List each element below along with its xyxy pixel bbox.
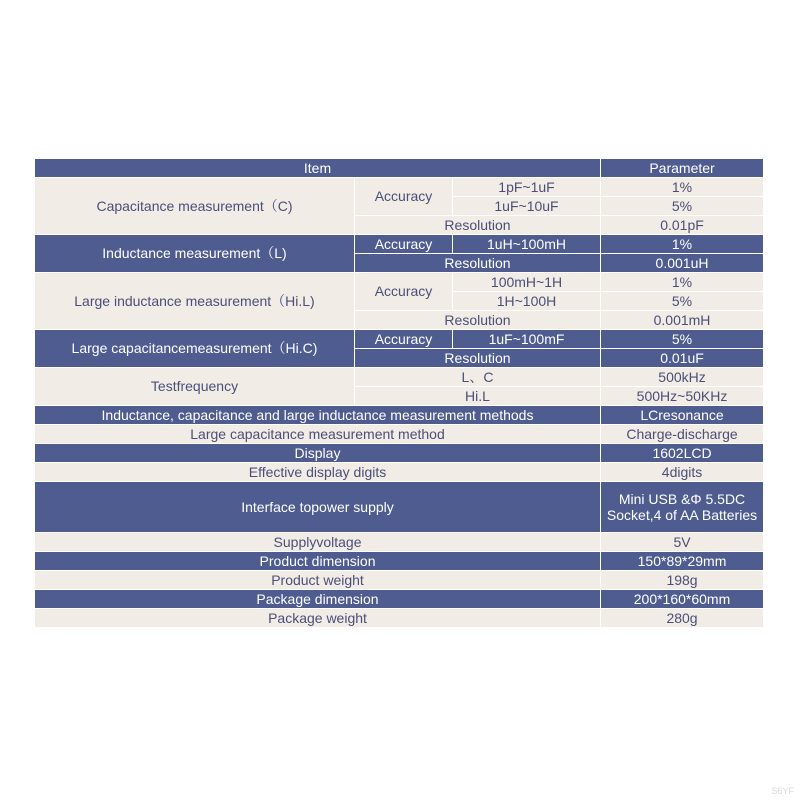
header-item: Item xyxy=(35,159,601,178)
table-row xyxy=(35,552,764,571)
large-inductance-value-1: 1% xyxy=(601,273,764,292)
row-value: 4digits xyxy=(601,463,764,482)
test-frequency-label: Testfrequency xyxy=(35,368,355,406)
row-item: Product dimension xyxy=(35,552,601,571)
large-inductance-accuracy: Accuracy xyxy=(355,273,453,311)
test-frequency-value-2: 500Hz~50KHz xyxy=(601,387,764,406)
large-capacitance-value-1: 5% xyxy=(601,330,764,349)
large-inductance-range-2: 1H~100H xyxy=(453,292,601,311)
large-inductance-value-2: 5% xyxy=(601,292,764,311)
table-row xyxy=(35,590,764,609)
row-item: Product weight xyxy=(35,571,601,590)
inductance-label: Inductance measurement（L) xyxy=(35,235,355,273)
table-row xyxy=(35,235,764,254)
inductance-accuracy: Accuracy xyxy=(355,235,453,254)
row-value: 150*89*29mm xyxy=(601,552,764,571)
row-value: 5V xyxy=(601,533,764,552)
capacitance-value-1: 1% xyxy=(601,178,764,197)
table-row xyxy=(35,609,764,628)
row-item: Package weight xyxy=(35,609,601,628)
inductance-range-1: 1uH~100mH xyxy=(453,235,601,254)
row-value: 1602LCD xyxy=(601,444,764,463)
row-value: 198g xyxy=(601,571,764,590)
row-item: Inductance, capacitance and large inductance measurement methods xyxy=(35,406,601,425)
row-item: Supplyvoltage xyxy=(35,533,601,552)
inductance-resolution-value: 0.001uH xyxy=(601,254,764,273)
table-row xyxy=(35,406,764,425)
capacitance-resolution: Resolution xyxy=(355,216,601,235)
test-frequency-mode-2: Hi.L xyxy=(355,387,601,406)
capacitance-value-2: 5% xyxy=(601,197,764,216)
header-parameter: Parameter xyxy=(601,159,764,178)
table-row xyxy=(35,444,764,463)
capacitance-range-1: 1pF~1uF xyxy=(453,178,601,197)
row-item: Package dimension xyxy=(35,590,601,609)
capacitance-range-2: 1uF~10uF xyxy=(453,197,601,216)
inductance-value-1: 1% xyxy=(601,235,764,254)
row-value: Charge-discharge xyxy=(601,425,764,444)
table-row xyxy=(35,425,764,444)
large-inductance-label: Large inductance measurement（Hi.L) xyxy=(35,273,355,330)
row-value: 200*160*60mm xyxy=(601,590,764,609)
row-item: Large capacitance measurement method xyxy=(35,425,601,444)
test-frequency-mode-1: L、C xyxy=(355,368,601,387)
spec-table xyxy=(34,158,764,628)
large-capacitance-resolution: Resolution xyxy=(355,349,601,368)
large-capacitance-range-1: 1uF~100mF xyxy=(453,330,601,349)
table-row xyxy=(35,178,764,197)
row-value: LCresonance xyxy=(601,406,764,425)
table-row xyxy=(35,273,764,292)
inductance-resolution: Resolution xyxy=(355,254,601,273)
row-item: Effective display digits xyxy=(35,463,601,482)
table-row xyxy=(35,533,764,552)
table-row xyxy=(35,368,764,387)
large-capacitance-accuracy: Accuracy xyxy=(355,330,453,349)
capacitance-resolution-value: 0.01pF xyxy=(601,216,764,235)
large-inductance-range-1: 100mH~1H xyxy=(453,273,601,292)
large-capacitance-resolution-value: 0.01uF xyxy=(601,349,764,368)
large-inductance-resolution: Resolution xyxy=(355,311,601,330)
table-row xyxy=(35,463,764,482)
large-capacitance-label: Large capacitancemeasurement（Hi.C) xyxy=(35,330,355,368)
table-row xyxy=(35,482,764,533)
row-item: Interface topower supply xyxy=(35,482,601,533)
row-value: Mini USB &Φ 5.5DC Socket,4 of AA Batteries xyxy=(601,482,764,533)
test-frequency-value-1: 500kHz xyxy=(601,368,764,387)
watermark: S6YF xyxy=(771,786,794,796)
capacitance-label: Capacitance measurement（C) xyxy=(35,178,355,235)
capacitance-accuracy: Accuracy xyxy=(355,178,453,216)
table-header-row xyxy=(35,159,764,178)
large-inductance-resolution-value: 0.001mH xyxy=(601,311,764,330)
table-row xyxy=(35,571,764,590)
table-row xyxy=(35,330,764,349)
row-value: 280g xyxy=(601,609,764,628)
row-item: Display xyxy=(35,444,601,463)
